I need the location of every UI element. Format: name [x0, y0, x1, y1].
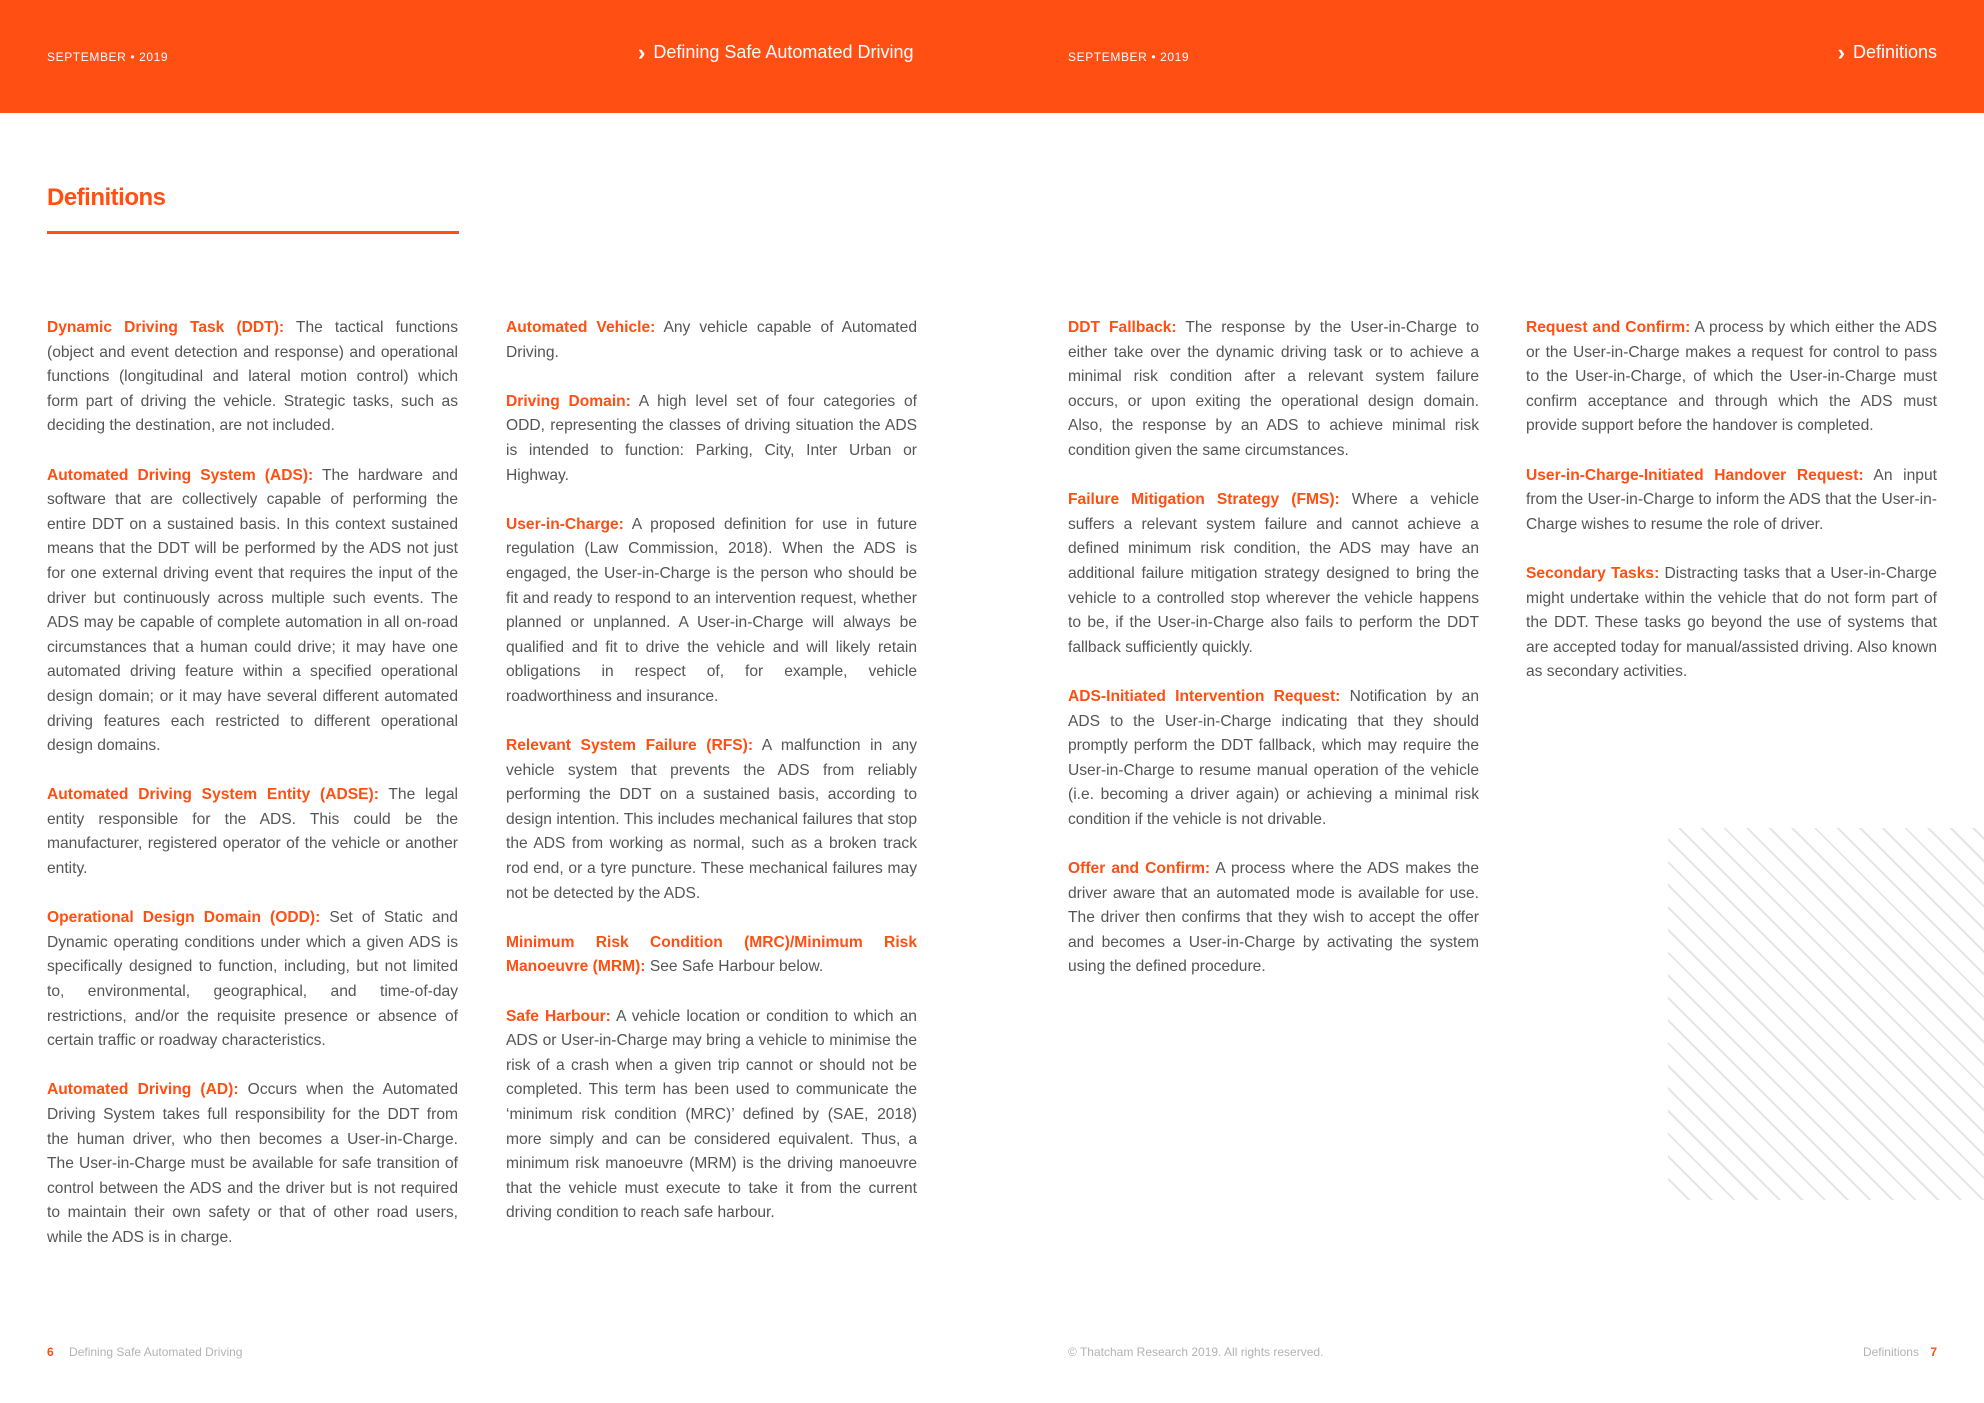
- header-title-left-label: Defining Safe Automated Driving: [653, 42, 914, 62]
- header-date-right: SEPTEMBER • 2019: [1068, 50, 1190, 64]
- definition-text: The tactical functions (object and event detection and response) and operational functions (longitudinal and lateral motion control) which form part of driving the vehicle. Strategic tasks, such as deciding the destination, are not included.: [47, 319, 458, 435]
- definition-text: An input from the User-in-Charge to inform the ADS that the User-in-Charge wishes to resume the role of driver.: [1526, 466, 1937, 533]
- diagonal-stripe-decoration: [1668, 828, 1984, 1200]
- definition-text: Distracting tasks that a User-in-Charge might undertake within the vehicle that do not form part of the DDT. These tasks go beyond the use of systems that are accepted today for manual/assisted driving. Also known as secondary activities.: [1526, 564, 1937, 681]
- definition-entry: [1068, 857, 1479, 980]
- definition-term: Operational Design Domain (ODD):: [47, 909, 321, 927]
- header-title-right-label: Definitions: [1852, 42, 1937, 62]
- footer-copyright: © Thatcham Research 2019. All rights reserved.: [1068, 1345, 1324, 1359]
- definition-entry: [1526, 562, 1937, 685]
- definitions-column-4: [1526, 316, 1937, 710]
- definition-entry: [47, 1078, 458, 1250]
- definition-text: See Safe Harbour below.: [645, 958, 824, 976]
- definition-entry: [1526, 464, 1937, 538]
- definition-text: Any vehicle capable of Automated Driving.: [506, 319, 917, 361]
- definition-text: A malfunction in any vehicle system that prevents the ADS from reliably performing the DDT on a sustained basis, according to design intention. This includes mechanical failures that stop the ADS from working as normal, such as a broken track rod end, or a tyre puncture. These mechanical failures may not be detected by the ADS.: [506, 737, 918, 902]
- header-title-right: [1837, 39, 1937, 65]
- definition-text: A proposed definition for use in future regulation (Law Commission, 2018). When the ADS is engaged, the User-in-Charge is the person who should be fit and ready to respond to an intervention request, whether planned or unplanned. A User-in-Charge will always be qualified and fit to drive the vehicle and will likely retain obligations in respect of, for example, vehicle roadworthiness and insurance.: [506, 515, 917, 705]
- definition-text: A high level set of four categories of ODD, representing the classes of driving situation the ADS is intended to function: Parking, City, Inter Urban or Highway.: [506, 392, 917, 484]
- definition-entry: [506, 513, 917, 710]
- chevron-right-icon: ›: [638, 39, 646, 65]
- definition-text: Occurs when the Automated Driving System takes full responsibility for the DDT from the human driver, who then becomes a User-in-Charge. The User-in-Charge must be available for safe transition of control between the ADS and the driver but is not required to maintain their own safety or that of other road users, while the ADS is in charge.: [47, 1081, 459, 1246]
- definition-term: Automated Driving System Entity (ADSE):: [47, 786, 379, 804]
- definition-term: Minimum Risk Condition (MRC)/Minimum Risk Manoeuvre (MRM):: [506, 933, 917, 976]
- definition-term: Safe Harbour:: [506, 1007, 611, 1025]
- definition-entry: [1526, 316, 1937, 439]
- footer-section-title: Definitions: [1862, 1345, 1919, 1359]
- chevron-right-icon: ›: [1837, 39, 1845, 65]
- definition-entry: [506, 1005, 917, 1226]
- definition-term: Dynamic Driving Task (DDT):: [47, 319, 285, 336]
- definition-text: Set of Static and Dynamic operating conditions under which a given ADS is specifically designed to function, including, but not limited to, environmental, geographical, and time-of-day restrictions, and/or the requisite presence or absence of certain traffic or roadway characteristics.: [47, 909, 458, 1050]
- definition-entry: [506, 734, 917, 906]
- definition-entry: [1068, 685, 1479, 833]
- header-bar: [0, 0, 1984, 113]
- page-number-left: 6: [47, 1345, 54, 1359]
- definition-term: Driving Domain:: [506, 392, 631, 410]
- definition-text: The hardware and software that are collectively capable of performing the entire DDT on a sustained basis. In this context sustained means that the DDT will be performed by the ADS not just for one external driving event that requires the input of the driver but continuously across multiple such events. The ADS may be capable of complete automation in all on-road circumstances that a human could drive; it may have one automated driving feature within a specified operational design domain; or it may have several different automated driving features each restricted to different operational design domains.: [47, 466, 458, 755]
- footer-right: [1863, 1345, 1937, 1359]
- definition-entry: [1068, 316, 1479, 464]
- definition-term: Automated Driving System (ADS):: [47, 466, 314, 484]
- definitions-column-3: [1068, 316, 1479, 1005]
- definition-text: A vehicle location or condition to which an ADS or User-in-Charge may bring a vehicle to minimise the risk of a crash when a given trip cannot or should not be completed. This term has been used to communicate the ‘minimum risk condition (MRC)’ defined by (SAE, 2018) more simply and can be considered equivalent. Thus, a minimum risk manoeuvre (MRM) is the driving manoeuvre that the vehicle must execute to take it from the current driving condition to reach safe harbour.: [506, 1007, 917, 1222]
- footer-doc-title: Defining Safe Automated Driving: [69, 1345, 243, 1359]
- definition-term: ADS-Initiated Intervention Request:: [1068, 687, 1341, 705]
- definition-term: DDT Fallback:: [1068, 319, 1177, 336]
- page-title: Definitions: [47, 184, 166, 211]
- definition-term: Relevant System Failure (RFS):: [506, 737, 754, 755]
- definition-text: Where a vehicle suffers a relevant system failure and cannot achieve a defined minimum risk condition, the ADS may have an additional failure mitigation strategy designed to bring the vehicle to a controlled stop wherever the vehicle happens to be, if the User-in-Charge also fails to perform the DDT fallback sufficiently quickly.: [1068, 491, 1479, 656]
- definition-entry: [506, 316, 917, 365]
- page-number-right: 7: [1930, 1345, 1937, 1359]
- definition-text: A process by which either the ADS or the User-in-Charge makes a request for control to pass to the User-in-Charge, of which the User-in-Charge must confirm acceptance and through which the ADS must provide support before the handover is completed.: [1526, 319, 1937, 435]
- definition-entry: [47, 783, 458, 881]
- header-date-left: SEPTEMBER • 2019: [47, 50, 169, 64]
- definition-term: Secondary Tasks:: [1526, 564, 1660, 582]
- definition-term: User-in-Charge:: [506, 515, 624, 533]
- title-underline: [47, 231, 459, 234]
- definition-entry: [47, 316, 458, 439]
- definition-term: User-in-Charge-Initiated Handover Request:: [1526, 466, 1864, 484]
- footer-left: [47, 1345, 242, 1359]
- definition-entry: [47, 906, 458, 1054]
- definition-text: The legal entity responsible for the ADS. This could be the manufacturer, registered operator of the vehicle or another entity.: [47, 786, 458, 878]
- definition-entry: [506, 931, 917, 980]
- definition-entry: [1068, 488, 1479, 660]
- definition-entry: [47, 464, 458, 759]
- definition-term: Request and Confirm:: [1526, 319, 1691, 336]
- definitions-column-1: [47, 316, 458, 1275]
- definition-text: A process where the ADS makes the driver aware that an automated mode is available for use. The driver then confirms that they wish to accept the offer and becomes a User-in-Charge by activating the system using the defined procedure.: [1068, 860, 1479, 976]
- definition-text: The response by the User-in-Charge to either take over the dynamic driving task or to achieve a minimal risk condition after a relevant system failure occurs, or upon exiting the operational design domain. Also, the response by an ADS to achieve minimal risk condition given the same circumstances.: [1068, 319, 1479, 459]
- definitions-column-2: [506, 316, 917, 1251]
- definition-term: Automated Driving (AD):: [47, 1081, 239, 1099]
- definition-term: Automated Vehicle:: [506, 319, 656, 336]
- definition-text: Notification by an ADS to the User-in-Charge indicating that they should promptly perform the DDT fallback, which may require the User-in-Charge to resume manual operation of the vehicle (i.e. becoming a driver again) or achieving a minimal risk condition if the vehicle is not drivable.: [1068, 687, 1479, 828]
- definition-term: Offer and Confirm:: [1068, 860, 1211, 878]
- definition-entry: [506, 390, 917, 488]
- definition-term: Failure Mitigation Strategy (FMS):: [1068, 491, 1340, 509]
- header-title-left: [638, 39, 914, 65]
